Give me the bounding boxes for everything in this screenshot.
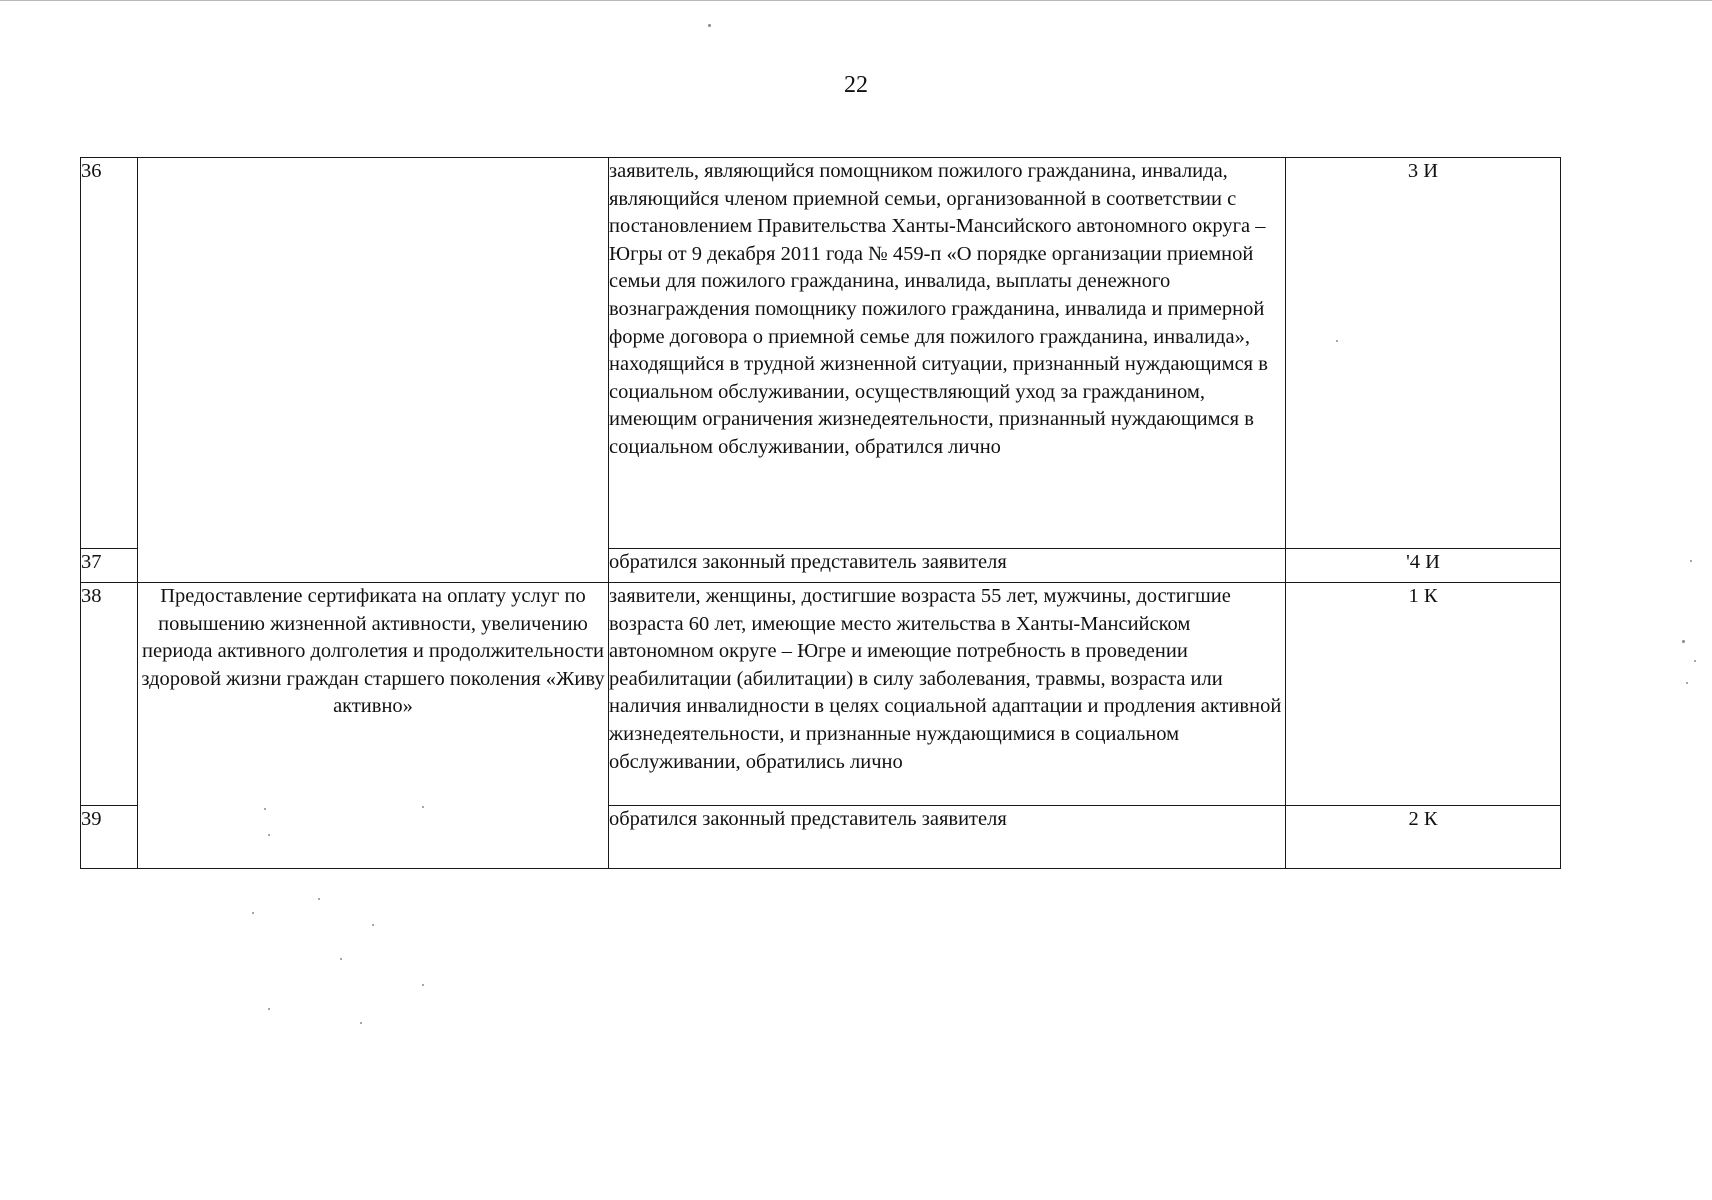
scan-speck bbox=[318, 898, 320, 900]
scan-speck bbox=[268, 834, 270, 836]
page-top-edge bbox=[0, 0, 1712, 1]
scan-speck bbox=[422, 984, 424, 986]
row-number: 37 bbox=[81, 549, 138, 583]
scan-speck bbox=[360, 1022, 362, 1024]
scan-speck bbox=[252, 912, 254, 914]
row-number: 39 bbox=[81, 806, 138, 869]
row-number: 38 bbox=[81, 583, 138, 806]
category-code-cell: 2 К bbox=[1286, 806, 1561, 869]
row-number: 36 bbox=[81, 158, 138, 549]
category-code-cell: 1 К bbox=[1286, 583, 1561, 806]
scan-speck bbox=[1336, 340, 1338, 342]
applicant-condition-cell: обратился законный представитель заявителя bbox=[609, 806, 1286, 869]
scan-speck bbox=[422, 806, 424, 808]
scan-speck bbox=[1694, 660, 1696, 662]
scan-speck bbox=[708, 24, 711, 27]
service-name-cell bbox=[138, 158, 609, 583]
scan-speck bbox=[264, 808, 266, 810]
table-row bbox=[81, 583, 1561, 806]
category-code-cell: 3 И bbox=[1286, 158, 1561, 549]
table-row bbox=[81, 158, 1561, 549]
scan-speck bbox=[1686, 682, 1688, 684]
category-code-cell: '4 И bbox=[1286, 549, 1561, 583]
page-number: 22 bbox=[844, 72, 868, 98]
scan-speck bbox=[1690, 560, 1692, 562]
services-table bbox=[80, 157, 1561, 869]
applicant-condition-cell: обратился законный представитель заявителя bbox=[609, 549, 1286, 583]
scan-speck bbox=[340, 958, 342, 960]
scan-speck bbox=[268, 1008, 270, 1010]
scan-speck bbox=[372, 924, 374, 926]
service-name-cell: Предоставление сертификата на оплату услуг по повышению жизненной активности, увеличению периода активного долголетия и продолжительности здоровой жизни граждан старшего поколения «Живу активно» bbox=[138, 583, 609, 869]
applicant-condition-cell: заявители, женщины, достигшие возраста 55 лет, мужчины, достигшие возраста 60 лет, имеющие место жительства в Ханты-Мансийском автономном округе – Югре и имеющие потребность в проведении реабилитации (абилитации) в силу заболевания, травмы, возраста или наличия инвалидности в целях социальной адаптации и продления активной жизнедеятельности, и признанные нуждающимися в социальном обслуживании, обратились лично bbox=[609, 583, 1286, 806]
applicant-condition-cell: заявитель, являющийся помощником пожилого гражданина, инвалида, являющийся членом приемной семьи, организованной в соответствии с постановлением Правительства Ханты-Мансийского автономного округа – Югры от 9 декабря 2011 года № 459-п «О порядке организации приемной семьи для пожилого гражданина, инвалида, выплаты денежного вознаграждения помощнику пожилого гражданина, инвалида и примерной форме договора о приемной семье для пожилого гражданина, инвалида», находящийся в трудной жизненной ситуации, признанный нуждающимся в социальном обслуживании, осуществляющий уход за гражданином, имеющим ограничения жизнедеятельности, признанный нуждающимся в социальном обслуживании, обратился лично bbox=[609, 158, 1286, 549]
scan-speck bbox=[1682, 640, 1685, 643]
